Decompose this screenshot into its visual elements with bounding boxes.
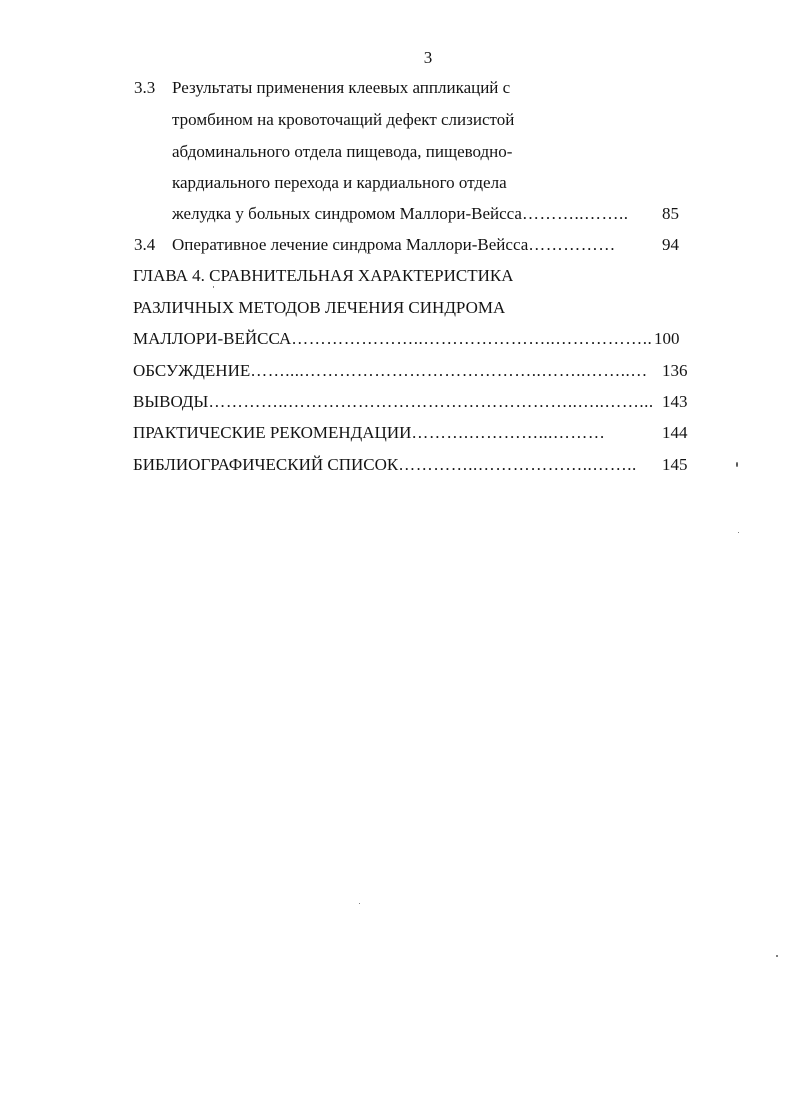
scan-speck [738, 532, 739, 533]
scan-speck [359, 903, 360, 904]
toc-page-number: 85 [662, 204, 679, 223]
toc-entry-title-line [133, 455, 655, 475]
toc-entry-number: 3.3 [134, 78, 156, 97]
toc-entry-title-line: тромбином на кровоточащий дефект слизистой [172, 110, 515, 129]
toc-page-number: 144 [662, 423, 688, 442]
toc-entry-title-text: МАЛЛОРИ-ВЕЙССА [133, 329, 292, 348]
toc-entry-title-line [133, 392, 655, 412]
toc-dot-leader: ……....…………………………………..……..……..… [250, 361, 648, 380]
toc-entry-title-line [133, 423, 655, 443]
toc-dot-leader: …………………..…………………..…………….. [291, 329, 653, 348]
scan-speck [213, 286, 214, 288]
toc-entry-title-line: РАЗЛИЧНЫХ МЕТОДОВ ЛЕЧЕНИЯ СИНДРОМА [133, 298, 506, 317]
toc-dot-leader: …………..…………………………………………..…..……... [208, 392, 654, 411]
toc-entry-number: 3.4 [134, 235, 156, 254]
toc-entry-title-text: ВЫВОДЫ [133, 392, 209, 411]
toc-entry-title-line [172, 204, 654, 224]
page-number: 3 [423, 48, 433, 67]
toc-page-number: 143 [662, 392, 688, 411]
scan-speck [736, 462, 738, 467]
toc-entry-title-text: желудка у больных синдромом Маллори-Вейсса [172, 204, 522, 223]
toc-dot-leader: …………..………………..…….. [398, 455, 637, 474]
toc-dot-leader: …………… [528, 235, 616, 254]
toc-page-number: 136 [662, 361, 688, 380]
toc-entry-title-line: ГЛАВА 4. СРАВНИТЕЛЬНАЯ ХАРАКТЕРИСТИКА [133, 266, 514, 285]
toc-entry-title-text: БИБЛИОГРАФИЧЕСКИЙ СПИСОК [133, 455, 399, 474]
toc-page-number: 100 [654, 329, 680, 348]
scan-speck [776, 955, 778, 957]
toc-dot-leader: ……….…………...……… [411, 423, 606, 442]
toc-entry-title-line [172, 235, 654, 255]
toc-entry-title-line: кардиального перехода и кардиального отдела [172, 173, 507, 192]
toc-page-number: 94 [662, 235, 679, 254]
toc-entry-title-line [133, 329, 653, 349]
toc-entry-title-text: ПРАКТИЧЕСКИЕ РЕКОМЕНДАЦИИ [133, 423, 412, 442]
toc-entry-title-text: ОБСУЖДЕНИЕ [133, 361, 251, 380]
toc-entry-title-line: Результаты применения клеевых аппликаций с [172, 78, 511, 97]
toc-entry-title-text: Оперативное лечение синдрома Маллори-Вейсса [172, 235, 529, 254]
toc-page-number: 145 [662, 455, 688, 474]
toc-entry-title-line [133, 361, 655, 381]
toc-dot-leader: ………..…….. [521, 204, 629, 223]
toc-entry-title-line: абдоминального отдела пищевода, пищеводно- [172, 142, 513, 161]
